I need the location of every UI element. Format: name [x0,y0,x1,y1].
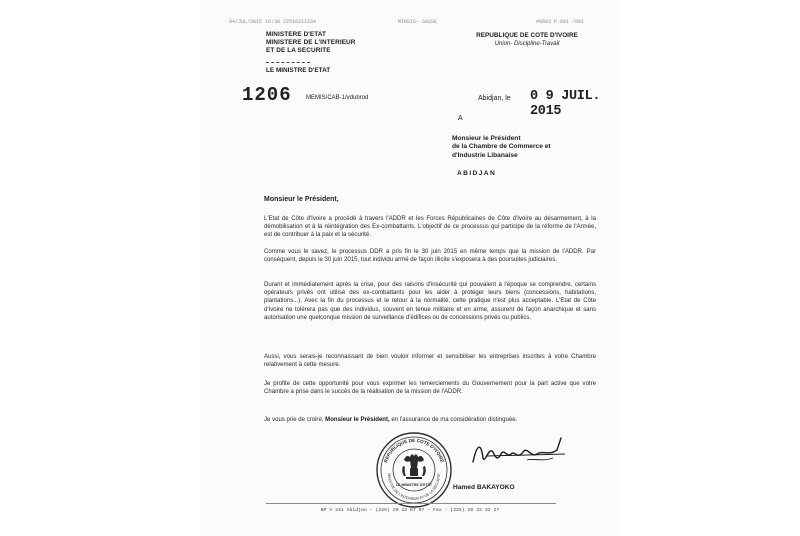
date-place: Abidjan, le [478,95,511,102]
signer-name: Hamed BAKAYOKO [453,484,515,491]
republic-name: REPUBLIQUE DE COTE D'IVOIRE [476,32,578,39]
reference-code: MEMIS/CAB-1/vdubrod [306,95,369,101]
recipient-city: ABIDJAN [457,170,497,177]
seal-text-inner: LE MINISTRE D'ETAT [395,483,433,487]
body-paragraph: Aussi, vous serais-je reconnaissant de bien vouloir informer et sensibiliser les entreprises inscrites à votre Chambre relativement à cette mesure. [264,354,596,369]
body-paragraph: Durant et immédiatement après la crise, pour des raisons d'insécurité qui pouvaient à l'époque se comprendre, certains opérateurs privés ont utilisé des ex-combattants pour les aider à protéger leurs biens (concessions, habitations, plantations...). Avec la fin du processus et le retour à la normalité, cette pratique n'est plus acceptable. L'Etat de Côte d'Ivoire ne tolèrera pas que des individus, souvent en tenue militaire et en arme, assurent de façon anarchique et sans autorisation une quelconque mission de surveillance d'édifices ou de concessions privés ou publics. [264,282,596,321]
letter-page [202,0,618,536]
footer-address: BP V 241 Abidjan - (225) 20 22 87 97 - Fax : (225) 20 32 32 27 [320,508,500,513]
official-seal-icon [374,430,454,510]
recipient-prefix: A [458,115,463,122]
reference-number: 1206 [242,84,292,106]
minister-title: LE MINISTRE D'ETAT [266,67,331,74]
closing-bold: Monsieur le Président, [325,417,390,423]
ministry-line: ET DE LA SECURITE [266,47,331,54]
ministry-line: MINISTERE DE L'INTERIEUR [266,39,356,46]
closing-formula [264,416,596,424]
fax-header-middle: MINSIS- SASSE [398,19,438,25]
fax-header-left: 04/JUL/2015 16:38 22510211234 [229,19,317,25]
body-paragraph: Comme vous le savez, le processus DDR a pris fin le 30 juin 2015 en même temps que la mission de l'ADDR. Par conséquent, depuis le 30 juin 2015, tout individu armé de façon illicite s'exposera à des poursuites judiciaires. [264,249,596,264]
salutation: Monsieur le Président, [264,196,339,203]
ministry-divider [266,62,310,63]
ministry-line: MINISTERE D'ETAT [266,31,327,38]
handwritten-signature-icon [467,432,577,470]
closing-before: Je vous prie de croire, [264,417,326,423]
closing-after: en l'assurance de ma considération distinguée. [389,417,518,423]
footer-divider [266,503,556,504]
recipient-line: de la Chambre de Commerce et [452,143,551,151]
seal-text-lower: MINISTRE DE L'INTERIEUR ET DE LA SECURITE [386,473,442,502]
recipient-block [452,135,551,160]
body-paragraph: L'Etat de Côte d'Ivoire a procédé à travers l'ADDR et les Forces Républicaines de Côte d'Ivoire au désarmement, à la démobilisation et à la réintégration des Ex-combattants. L'objectif de ce processus qui participe de la réforme de l'Armée, est de contribuer à la paix et la sécurité. [264,216,596,239]
recipient-line: d'Industrie Libanaise [452,151,518,159]
ministry-block [266,31,356,55]
body-paragraph: Je profite de cette opportunité pour vous exprimer les remerciements du Gouvernement pour la part active que votre Chambre a prise dans le succès de la réalisation de la mission de l'ADDR. [264,381,596,396]
seal-text-outer: REPUBLIQUE DE COTE D'IVOIRE [383,437,445,464]
republic-motto: Union- Discipline-Travail [494,41,560,47]
recipient-line: Monsieur le Président [452,135,521,142]
fax-header-right: #0683 P.001 /001 [536,19,585,25]
date-stamp: 0 9 JUIL. 2015 [530,89,601,119]
